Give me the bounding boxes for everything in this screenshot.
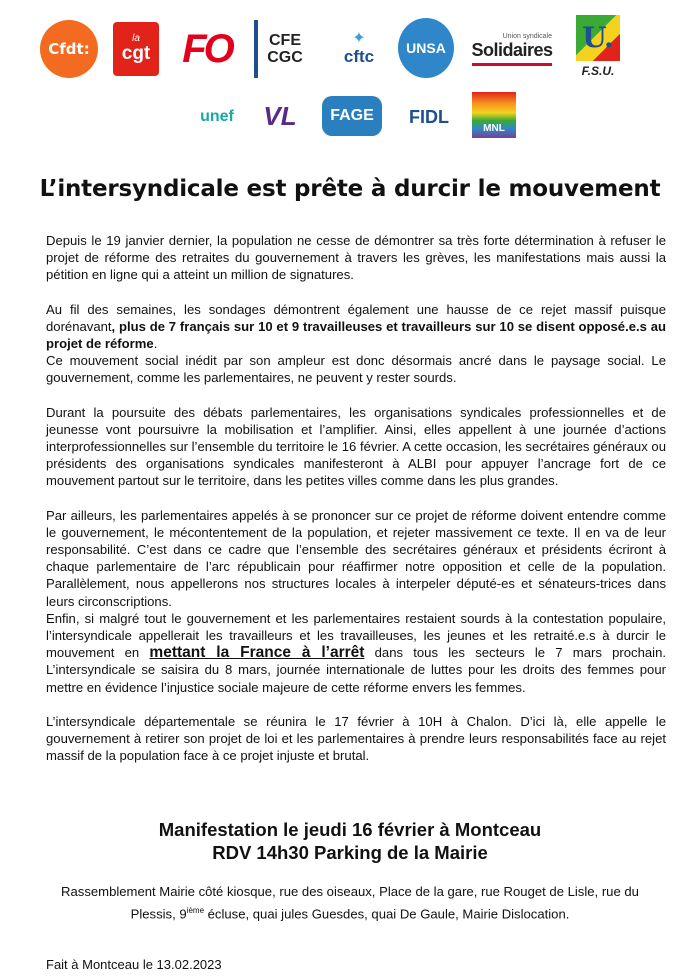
cfdt-logo: Cfdt: bbox=[40, 20, 98, 78]
event-line-1: Manifestation le jeudi 16 février à Montceau bbox=[158, 819, 542, 840]
signature-date: Fait à Montceau le 13.02.2023 bbox=[46, 957, 222, 972]
bird-icon: ✦ bbox=[352, 30, 366, 47]
communique-body bbox=[46, 232, 666, 781]
cfe-cgc-logo: CFE CGC bbox=[254, 20, 312, 78]
paragraph-5: Par ailleurs, les parlementaires appelés à se prononcer sur ce projet de réforme doivent entendre comme le gouvernement, le mécontentement de la population, et rejeter massivement ce texte. Il en va de leur responsabilité. C’est dans ce cadre que l’ensemble des secrétaires généraux et présidents écriront à chaque parlementaire de l’arc républicain pour réaffirmer notre opposition et celle de la population. Parallèlement, nous appellerons nos structures locales à interpeler député-es et sénateurs-trices dans leurs circonscriptions. bbox=[46, 507, 666, 609]
event-announcement bbox=[0, 818, 700, 864]
paragraph-3: Ce mouvement social inédit par son ampleur est donc désormais ancré dans le paysage social. Le gouvernement, comme les parlementaires, ne peuvent y rester sourds. bbox=[46, 353, 666, 386]
vl-logo: VL bbox=[263, 100, 297, 131]
union-logos-banner bbox=[0, 0, 700, 150]
solidaires-underline bbox=[472, 63, 552, 66]
event-line-2: RDV 14h30 Parking de la Mairie bbox=[212, 842, 488, 863]
unef-logo: unef bbox=[200, 108, 234, 125]
cgt-logo: la cgt bbox=[113, 22, 159, 76]
fage-logo: FAGE bbox=[322, 96, 382, 136]
cftc-logo: ✦ cftc bbox=[343, 30, 375, 66]
unsa-logo: UNSA bbox=[398, 18, 454, 78]
paragraph-4: Durant la poursuite des débats parlementaires, les organisations syndicales professionnelles et de jeunesse vont poursuivre la mobilisation et l’amplifier. Ainsi, elles appellent à une journée d’actions interprofessionnelles sur l’ensemble du territoire le 16 février. A cette occasion, les secrétaires généraux ou présidents des organisations syndicales manifesteront à ALBI pour appuyer l’ancrage fort de ce mouvement partout sur le territoire, dans les petites villes comme dans les plus grandes. bbox=[46, 404, 666, 489]
paragraph-1: Depuis le 19 janvier dernier, la population ne cesse de démontrer sa très forte détermination à refuser le projet de réforme des retraites du gouvernement à travers les grèves, les manifestations mais aussi la pétition en ligne qui a atteint un million de signatures. bbox=[46, 233, 666, 283]
route-description: Rassemblement Mairie côté kiosque, rue des oiseaux, Place de la gare, rue Rouget de Lisle, rue du Plessis, 9ième écluse, quai jules Guesdes, quai De Gaule, Mairie Dislocation. bbox=[61, 884, 639, 922]
mnl-logo: MNL bbox=[472, 92, 516, 138]
page-title: L’intersyndicale est prête à durcir le mouvement bbox=[39, 176, 661, 202]
paragraph-7: L’intersyndicale départementale se réunira le 17 février à 10H à Chalon. D’ici là, elle appelle le gouvernement à retirer son projet de loi et les parlementaires à prendre leurs responsabilités face au rejet massif de la population face à ce projet injuste et brutal. bbox=[46, 713, 666, 764]
paragraph-2: Au fil des semaines, les sondages démontrent également une hausse de ce rejet massif puisque dorénavant, plus de 7 français sur 10 et 9 travailleuses et travailleurs sur 10 se disent opposé.e.s au projet de réforme. bbox=[46, 301, 666, 352]
fidl-logo: FIDL bbox=[409, 106, 449, 127]
fo-logo: FO bbox=[182, 26, 232, 71]
strike-highlight: mettant la France à l’arrêt bbox=[149, 644, 365, 662]
solidaires-logo: Union syndicale Solidaires bbox=[468, 24, 556, 74]
paragraph-6: Enfin, si malgré tout le gouvernement et les parlementaires restaient sourds à la contestation populaire, l’intersyndicale appellerait les travailleurs et les travailleuses, les jeunes et les retraité.e.s à durcir le mouvement en mettant la France à l’arrêt dans tous les secteurs le 7 mars prochain. L’intersyndicale se saisira du 8 mars, journée internationale de luttes pour les droits des femmes pour mettre en évidence l’injustice sociale majeure de cette réforme envers les femmes. bbox=[46, 610, 666, 695]
fsu-logo: U. F.S.U. bbox=[570, 12, 626, 80]
